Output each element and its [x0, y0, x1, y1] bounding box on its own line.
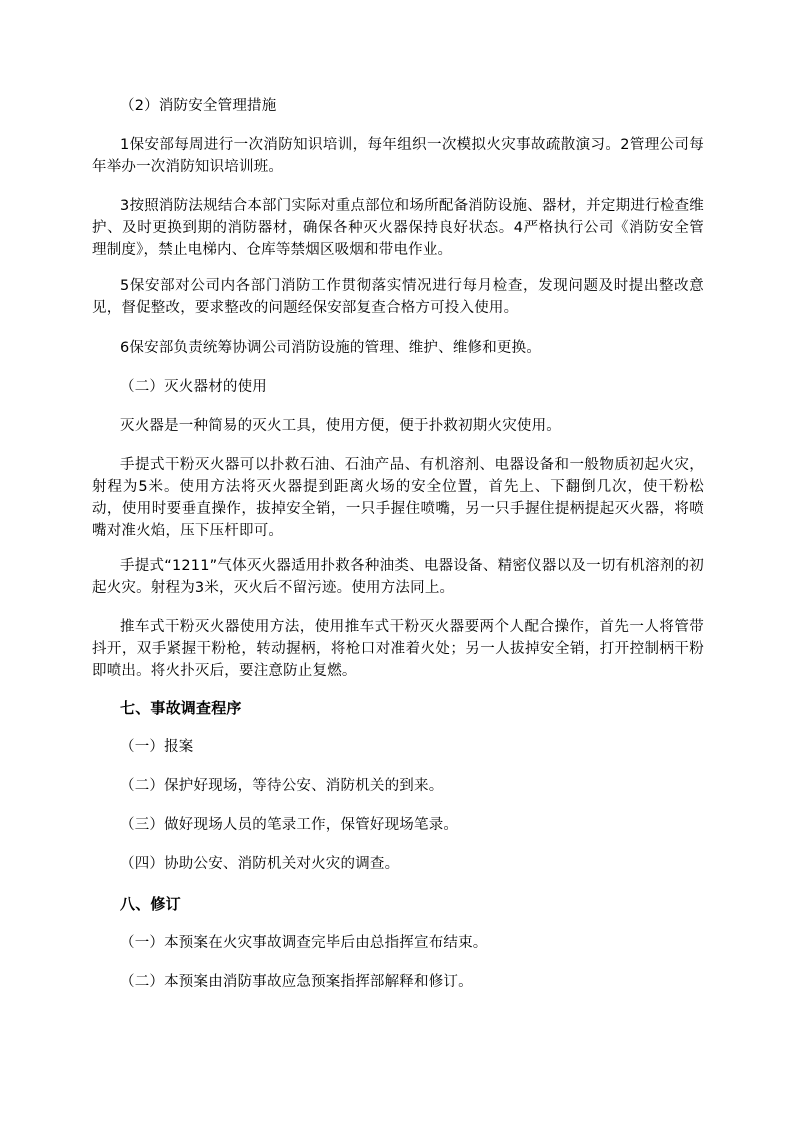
paragraph-plan-conclusion: （一）本预案在火灾事故调查完毕后由总指挥宣布结束。: [120, 935, 488, 951]
paragraph-protect-scene: （二）保护好现场，等待公安、消防机关的到来。: [120, 778, 444, 794]
subsection-heading-extinguisher-usage: （二）灭火器材的使用: [120, 379, 267, 395]
paragraph-monthly-inspection: 5保安部对公司内各部门消防工作贯彻落实情况进行每月检查，发现问题及时提出整改意见，督促整改，要求整改的问题经保安部复查合格方可投入使用。: [92, 278, 704, 316]
paragraph-report: （一）报案: [120, 739, 194, 755]
paragraph-extinguisher-intro: 灭火器是一种简易的灭火工具，使用方便，便于扑救初期火灾使用。: [120, 418, 561, 434]
subsection-heading-fire-safety-measures: （2）消防安全管理措施: [120, 98, 277, 114]
paragraph-training: 1保安部每周进行一次消防知识培训，每年组织一次模拟火灾事故疏散演习。2管理公司每年举办一次消防知识培训班。: [92, 137, 704, 175]
paragraph-facility-management: 6保安部负责统筹协调公司消防设施的管理、维护、维修和更换。: [120, 340, 542, 356]
paragraph-assist-investigation: （四）协助公安、消防机关对火灾的调查。: [120, 856, 400, 872]
paragraph-handheld-1211: 手提式“1211”气体灭火器适用扑救各种油类、电器设备、精密仪器以及一切有机溶剂的初起火灾。射程为3米，灭火后不留污迹。使用方法同上。: [92, 558, 704, 596]
paragraph-handheld-dry-powder: 手提式干粉灭火器可以扑救石油、石油产品、有机溶剂、电器设备和一般物质初起火灾，射程为5米。使用方法将灭火器提到距离火场的安全位置，首先上、下翻倒几次，使干粉松动，使用时要垂直操作，拔掉安全销，一只手握住喷嘴，另一只手握住提柄提起灭火器，将喷嘴对准火焰，压下压杆即可。: [92, 457, 704, 539]
paragraph-equipment-maintenance: 3按照消防法规结合本部门实际对重点部位和场所配备消防设施、器材，并定期进行检查维护、及时更换到期的消防器材，确保各种灭火器保持良好状态。4严格执行公司《消防安全管理制度》，禁止电梯内、仓库等禁烟区吸烟和带电作业。: [92, 198, 704, 258]
paragraph-cart-dry-powder: 推车式干粉灭火器使用方法，使用推车式干粉灭火器要两个人配合操作，首先一人将管带抖开，双手紧握干粉枪，转动握柄，将枪口对准着火处；另一人拔掉安全销，打开控制柄干粉即喷出。将火扑灭后，要注意防止复燃。: [92, 619, 704, 679]
section-heading-revision: 八、修订: [120, 895, 181, 913]
paragraph-record-statements: （三）做好现场人员的笔录工作，保管好现场笔录。: [120, 817, 459, 833]
section-heading-accident-investigation: 七、事故调查程序: [120, 699, 242, 717]
paragraph-plan-interpretation: （二）本预案由消防事故应急预案指挥部解释和修订。: [120, 974, 473, 990]
